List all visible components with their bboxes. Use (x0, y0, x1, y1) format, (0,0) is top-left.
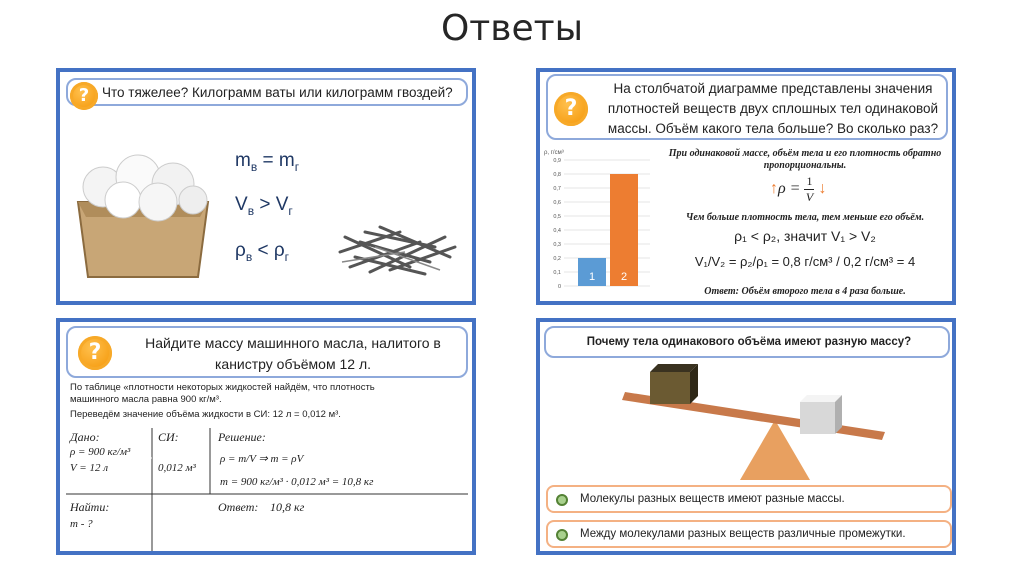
si-value: 0,012 м³ (158, 462, 196, 474)
note-density-volume: Чем больше плотность тела, тем меньше его объём. (685, 212, 925, 223)
chart-tick-label: 0,5 (553, 214, 561, 220)
question-text: Почему тела одинакового объёма имеют разную массу? (586, 336, 912, 348)
find-value: m - ? (70, 518, 93, 530)
question-mark-icon: ? (70, 82, 98, 110)
chart-tick-label: 0,8 (553, 172, 561, 178)
question-text: На столбчатой диаграмме представлены значения плотностей веществ двух сплошных тел одинаковой массы. Объём какого тела больше? Во сколько раз? (607, 81, 939, 136)
bullet-icon (556, 529, 568, 541)
note-inverse-proportion: При одинаковой массе, объём тела и его плотность обратно пропорциональны. (668, 148, 942, 171)
rho-formula: ↑ρ = $\frac{1}{V}$ ↓ (770, 174, 827, 204)
chart-tick-label: 0,3 (553, 242, 561, 248)
solution-label: Решение: (218, 430, 266, 444)
chart-tick-label: 0 (557, 284, 561, 290)
chart-bar-label: 2 (620, 271, 628, 283)
formula-volume: $V_в > V_г$ (235, 194, 293, 218)
answer-value: 10,8 кг (270, 500, 305, 514)
card-same-volume (536, 318, 956, 555)
chart-tick-label: 0,4 (553, 228, 561, 234)
question-mark-icon: ? (554, 92, 588, 126)
question-frame (546, 74, 948, 140)
find-label: Найти: (70, 500, 110, 514)
cotton-basket-illustration (68, 142, 218, 282)
formula-density: $\rho_в < \rho_г$ (235, 240, 290, 264)
question-frame (66, 78, 468, 106)
question-text: Найдите массу машинного масла, налитого в канистру объёмом 12 л. (145, 335, 441, 372)
explanation-text-2: Переведём значение объёма жидкости в СИ: 12 л = 0,012 м³. (70, 409, 341, 420)
page-title: Ответы (440, 8, 584, 49)
density-bar-chart (542, 146, 654, 296)
question-mark-icon: ? (78, 336, 112, 370)
given-label: Дано: (70, 430, 100, 444)
solution-calculation: m = 900 кг/м³ · 0,012 м³ = 10,8 кг (220, 476, 374, 488)
chart-ylabel: ρ, г/см³ (544, 150, 564, 156)
card-oil-mass (56, 318, 476, 555)
chart-tick-label: 0,7 (553, 186, 561, 192)
solution-formula: ρ = m/V ⇒ m = ρV (220, 453, 304, 465)
bullet-icon (556, 494, 568, 506)
chart-tick-label: 0,2 (553, 256, 561, 262)
card-density-chart (536, 68, 956, 305)
si-label: СИ: (158, 430, 179, 444)
answer-text: Ответ: Объём второго тела в 4 раза больше. (704, 286, 906, 297)
formula-mass: $m_в = m_г$ (235, 150, 300, 174)
explanation-text-1: По таблице «плотности некоторых жидкостей найдём, что плотность машинного масла равна 900 кг/м³. (70, 382, 375, 405)
given-volume: V = 12 л (70, 462, 108, 474)
card-cotton-vs-nails (56, 68, 476, 305)
chart-tick-label: 0,6 (553, 200, 561, 206)
chart-tick-label: 0,1 (553, 270, 561, 276)
answer-option-text: Между молекулами разных веществ различные промежутки. (580, 528, 906, 540)
nails-illustration (330, 212, 460, 282)
question-frame (66, 326, 468, 378)
question-text: Что тяжелее? Килограмм ваты или килограмм гвоздей? (102, 85, 453, 100)
volume-ratio: V₁/V₂ = ρ₂/ρ₁ = 0,8 г/см³ / 0,2 г/см³ = 4 (694, 254, 916, 269)
density-inequality: ρ₁ < ρ₂, значит V₁ > V₂ (734, 228, 876, 244)
chart-tick-label: 0,9 (553, 158, 561, 164)
answer-label: Ответ: (218, 500, 259, 514)
question-frame (544, 326, 950, 358)
given-density: ρ = 900 кг/м³ (70, 446, 131, 458)
solution-table-lines (60, 422, 476, 555)
chart-bar-label: 1 (588, 271, 596, 283)
answer-option-text: Молекулы разных веществ имеют разные массы. (580, 493, 845, 505)
answer-option-1 (546, 485, 952, 513)
balance-scale-illustration (620, 362, 890, 482)
chart-bar-2 (610, 174, 638, 286)
answer-option-2 (546, 520, 952, 548)
